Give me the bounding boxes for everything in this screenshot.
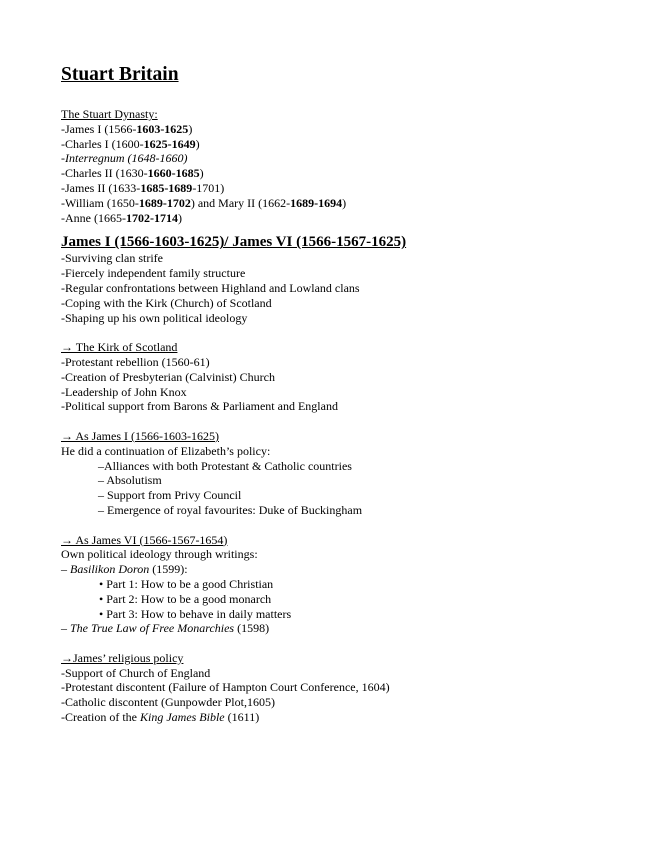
dynasty-row [61, 181, 641, 196]
row-text: -James II (1633- [61, 180, 141, 195]
james-vi-lead: Own political ideology through writings: [61, 547, 258, 562]
interregnum-text: -Interregnum (1648-1660) [61, 151, 188, 166]
james-i-lead: He did a continuation of Elizabeth’s policy: [61, 443, 271, 458]
row-text: ) [177, 210, 182, 225]
list-item: –Alliances with both Protestant & Catholic countries [98, 458, 352, 473]
list-item: -Political support from Barons & Parliament and England [61, 399, 338, 414]
reign-years: 1603-1625 [136, 121, 189, 136]
row-text: -Charles I (1600- [61, 136, 144, 151]
row-text: ) [342, 195, 347, 210]
dash: – [61, 621, 70, 636]
row-text: ) and Mary II (1662- [190, 195, 291, 210]
book-year: (1599): [149, 562, 188, 577]
row-text: -Charles II (1630- [61, 166, 148, 181]
list-item: -Catholic discontent (Gunpowder Plot,1605) [61, 695, 275, 710]
dynasty-row [61, 122, 641, 137]
row-text: (1611) [224, 710, 260, 725]
james-i-heading: → As James I (1566-1603-1625) [61, 428, 219, 443]
dynasty-row [61, 151, 641, 166]
reign-years: 1660-1685 [147, 166, 200, 181]
dynasty-row [61, 137, 641, 152]
row-text: ) [199, 166, 204, 181]
dynasty-row [61, 211, 641, 226]
list-item: -Protestant rebellion (1560-61) [61, 354, 210, 369]
section-heading: James I (1566-1603-1625)/ James VI (1566-1567-1625) [61, 234, 407, 251]
list-item: • Part 1: How to be a good Christian [99, 576, 274, 591]
book-title: King James Bible [139, 710, 225, 725]
row-text: -Anne (1665- [61, 210, 126, 225]
spacer [61, 518, 641, 533]
list-item: – Support from Privy Council [98, 488, 242, 503]
list-item: -Regular confrontations between Highland and Lowland clans [61, 280, 360, 295]
reign-years: 1702-1714 [125, 210, 178, 225]
spacer [61, 225, 641, 234]
book-title: The True Law of Free Monarchies [70, 621, 235, 636]
religious-heading: →James’ religious policy [61, 650, 184, 665]
spacer [61, 325, 641, 340]
reign-years: 1625-1649 [143, 136, 196, 151]
list-item: -Protestant discontent (Failure of Hampton Court Conference, 1604) [61, 680, 390, 695]
dynasty-row [61, 166, 641, 181]
list-item: -Shaping up his own political ideology [61, 310, 248, 325]
dynasty-row [61, 196, 641, 211]
book-year: (1598) [234, 621, 270, 636]
bible-line [61, 710, 641, 725]
list-item: -Leadership of John Knox [61, 384, 187, 399]
dash: – [61, 562, 70, 577]
list-item: -Creation of Presbyterian (Calvinist) Church [61, 369, 275, 384]
list-item: • Part 2: How to be a good monarch [99, 591, 272, 606]
page-title: Stuart Britain [61, 64, 179, 85]
list-item: • Part 3: How to behave in daily matters [99, 606, 292, 621]
true-law-line [61, 621, 641, 636]
list-item: – Emergence of royal favourites: Duke of Buckingham [98, 502, 363, 517]
reign-years: 1689-1694 [290, 195, 343, 210]
row-text: -William (1650- [61, 195, 139, 210]
james-vi-heading: → As James VI (1566-1567-1654) [61, 532, 228, 547]
row-text: -Creation of the [61, 710, 140, 725]
row-text: ) [188, 121, 193, 136]
document-body [61, 64, 641, 725]
book-title: Basilikon Doron [70, 562, 150, 577]
dynasty-heading: The Stuart Dynasty: [61, 107, 158, 121]
list-item: -Surviving clan strife [61, 251, 163, 266]
reign-years: 1685-1689 [140, 180, 193, 195]
basilikon-line [61, 562, 641, 577]
spacer [61, 636, 641, 651]
list-item: -Support of Church of England [61, 665, 211, 680]
kirk-heading: → The Kirk of Scotland [61, 340, 178, 355]
list-item: – Absolutism [98, 473, 162, 488]
row-text: -James I (1566- [61, 121, 137, 136]
list-item: -Fiercely independent family structure [61, 266, 246, 281]
row-text: ) [195, 136, 200, 151]
list-item: -Coping with the Kirk (Church) of Scotland [61, 295, 272, 310]
reign-years: 1689-1702 [138, 195, 191, 210]
row-text: -1701) [192, 180, 225, 195]
spacer [61, 414, 641, 429]
